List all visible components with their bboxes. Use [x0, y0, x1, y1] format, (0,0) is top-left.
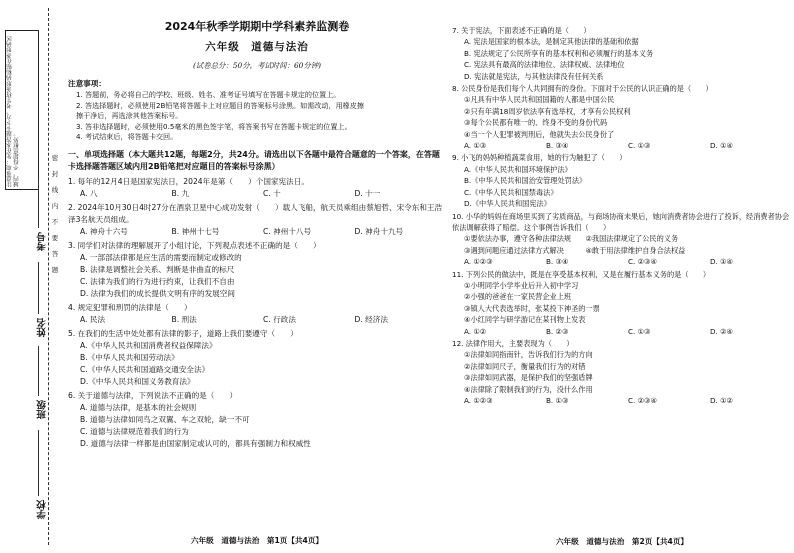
label-school: 学校 [37, 500, 48, 519]
page-footer: 六年级 道德与法治 第2页【共4页】 [555, 536, 689, 546]
option: C. 神州十八号 [263, 226, 312, 236]
statement: ④法律除了限制我们的行为，没什么作用 [464, 384, 593, 394]
option: A. 一部部法律都是应生活的需要而制定或修改的 [80, 252, 242, 262]
option: A.《中华人民共和国消费者权益保障法》 [80, 340, 217, 350]
option: D. 经济法 [354, 314, 388, 324]
statement: ②只有年满18周岁依法享有选举权，才享有公民权利 [464, 106, 631, 116]
question-stem: 5. 在我们的生活中处处都有法律的影子，道路上我们要遵守（ ） [68, 328, 298, 338]
statement: ①凡具有中华人民共和国国籍的人都是中国公民 [464, 95, 615, 105]
option: B. 道德与法律如同鸟之双翼、车之双轮，缺一不可 [80, 414, 250, 424]
option: D. ①④ [710, 141, 733, 151]
option: C. ②③④ [628, 257, 657, 267]
seal-char: 不 [51, 218, 59, 226]
statement: ③遇到问题应通过法律方式解决 ④敢于用法律维护自身合法权益 [464, 245, 686, 255]
question-stem: 9. 小飞的妈妈种植蔬菜食用，她的行为触犯了（ ） [452, 153, 627, 163]
option: D. 法律为我们的成长提供文明有序的发展空间 [80, 288, 235, 298]
question-1 [68, 176, 446, 200]
question-stem: 1. 每年的12月4日是国家宪法日，2024年是第（ ）个国家宪法日。 [68, 176, 309, 186]
underline-class [38, 346, 39, 396]
exam-subtitle: 六年级 道德与法治 [205, 41, 309, 53]
question-12 [452, 338, 792, 406]
statement: ①小明同学小学毕业后升入初中学习 [464, 280, 579, 290]
option: C.《中华人民共和国禁毒法》 [464, 187, 558, 197]
seal-char: 要 [51, 234, 59, 242]
option: C. ②③④ [628, 396, 657, 405]
option: D. ①④ [710, 257, 733, 267]
question-stem: 10. 小华的妈妈在商场里买到了劣质商品，与商场协商未果后，她向消费者协会进行了投诉，经消费者协会依法调解获得了赔偿。这个事例告诉我们（ ） [452, 211, 790, 232]
statement: ③镇人大代表选举时，张某投下神圣的一票 [464, 303, 600, 313]
option: D. 宪法就是宪法，与其他法律没有任何关系 [464, 71, 604, 81]
option: B.《中华人民共和国劳动法》 [80, 352, 179, 362]
question-stem: 8. 公民身份是我们每个人共同拥有的身份。下面对于公民的认识正确的是（ ） [452, 84, 713, 94]
option: D.《中华人民共和国义务教育法》 [80, 376, 195, 386]
option: A. ①②③ [464, 396, 493, 405]
underline-school [38, 430, 39, 496]
question-5 [68, 328, 446, 388]
option: B. 九 [171, 188, 190, 198]
option: C. 法律为我们的行为进行约束，让我们不自由 [80, 276, 235, 286]
option: C. 十 [263, 188, 281, 198]
option: D. 神舟十九号 [354, 226, 404, 236]
option: B. ①③ [546, 396, 569, 405]
option: B.《中华人民共和国治安管理处罚法》 [464, 176, 587, 186]
option: A. 八 [80, 188, 98, 198]
notice-text: 注意事项：先在本答题卡下方，考生将条形码粘贴在条形码区域内，不得超出框外。 [7, 35, 20, 187]
question-8 [452, 83, 792, 151]
question-10 [452, 211, 792, 268]
notes-heading: 注意事项： [68, 79, 106, 88]
option: C. 宪法具有最高的法律地位、法律权威、法律地位 [464, 60, 625, 70]
option: B. 神州十七号 [171, 226, 220, 236]
statement: ③每个公民都有唯一的、终身不变的身份代码 [464, 118, 608, 128]
option: B. 宪法规定了公民所享有的基本权利和必须履行的基本义务 [464, 48, 654, 58]
label-name: 姓名 [37, 318, 48, 337]
exam-title: 2024年秋季学期期中学科素养监测卷 [164, 20, 350, 33]
underline-id [38, 180, 39, 228]
statement: ①要依法办事，遵守各种法律法规 ②我国法律规定了公民的义务 [464, 234, 679, 244]
option: C. ①③ [628, 326, 651, 336]
binding-strip [0, 0, 62, 553]
option: C. 道德与法律规范着我们的行为 [80, 426, 189, 436]
statement: ③法律如同武器，是保护我们的坚强盾牌 [464, 373, 593, 383]
question-2 [68, 202, 446, 238]
option: A. ①②③ [464, 257, 493, 267]
question-stem: 7. 关于宪法，下面表述不正确的是（ ） [452, 26, 591, 35]
option: D. ①② [710, 396, 733, 405]
question-7 [452, 25, 792, 82]
statement: ④当一个人犯罪被判刑后，他就失去公民身份了 [464, 129, 615, 139]
question-stem: 12. 法律作用大，主要表现为（ ） [452, 338, 574, 348]
option: B. ③④ [546, 141, 569, 151]
option: D.《中华人民共和国宪法》 [464, 199, 551, 209]
seal-char: 答 [51, 250, 59, 258]
option: C. ①③ [628, 141, 651, 151]
option: A. ①② [464, 326, 487, 336]
seal-char: 密 [51, 154, 59, 162]
question-3 [68, 240, 446, 300]
page-footer: 六年级 道德与法治 第1页【共4页】 [190, 536, 324, 545]
option: B. 刑法 [171, 314, 197, 324]
question-stem: 11. 下列公民的做法中，既是在享受基本权利，又是在履行基本义务的是（ ） [452, 269, 711, 279]
option: A. 宪法是国家的根本法，是制定其他法律的基础和依据 [464, 37, 639, 47]
label-class: 班级 [37, 400, 48, 419]
statement: ②小强的爸爸在一家民营企业上班 [464, 292, 572, 302]
option: D. 十一 [354, 188, 381, 198]
seal-char: 线 [51, 186, 59, 194]
seal-char: 题 [51, 266, 59, 274]
option: A.《中华人民共和国环境保护法》 [464, 164, 572, 174]
option: B. ②③ [546, 326, 569, 336]
option: B. 法律是调整社会关系、判断是非曲直的标尺 [80, 264, 235, 274]
option: D. ②④ [710, 326, 733, 336]
question-stem: 2. 2024年10月30日4时27分在酒泉卫星中心成功发射（ ）载人飞船，航天员乘组由蔡旭哲、宋令东和王浩泽3名航天员组成。 [68, 202, 443, 224]
note-line: 2. 答选择题时，必须使用2B铅笔将答题卡上对应题目的答案标号涂黑。如需改动，用橡皮擦 [76, 100, 364, 110]
option: A. ①③ [464, 141, 487, 151]
option: B. ③④ [546, 257, 569, 267]
question-stem: 3. 同学们对法律的理解展开了小组讨论，下列观点表述不正确的是（ ） [68, 240, 321, 250]
note-line: 1. 答题前，务必将自己的学校、班级、姓名、准考证号填写在答题卡规定的位置上。 [76, 90, 341, 99]
option: C. 行政法 [263, 314, 296, 324]
option: A. 道德与法律，是基本的社会规则 [80, 402, 197, 412]
question-stem: 4. 规定犯罪和刑罚的法律是（ ） [68, 302, 192, 312]
note-line: 3. 答非选择题时，必须使用0.5毫米的黑色签字笔，将答案书写在答题卡规定的位置上。 [76, 121, 352, 131]
option: A. 民法 [80, 314, 106, 324]
notice-box [5, 30, 39, 190]
seal-char: 内 [51, 202, 59, 210]
note-line: 4. 考试结束后，将答题卡交回。 [76, 132, 178, 142]
question-6 [68, 390, 446, 450]
label-id: 考号 [37, 232, 48, 251]
statement: ①法律如同指南针，告诉我们行为的方向 [464, 350, 593, 360]
underline-name [38, 262, 39, 314]
option: C.《中华人民共和国道路交通安全法》 [80, 364, 210, 374]
page-2 [452, 0, 792, 553]
statement: ②法律如同尺子，衡量我们行为的对错 [464, 361, 586, 371]
note-line: 擦干净后，再选涂其他答案标号。 [76, 111, 183, 121]
seal-char: 封 [51, 170, 59, 178]
question-11 [452, 269, 792, 337]
question-9 [452, 152, 792, 209]
seal-chars [49, 150, 61, 278]
question-4 [68, 302, 446, 326]
option: D. 道德与法律一样都是由国家制定或认可的，都具有强制力和权威性 [80, 438, 311, 448]
page-1 [68, 0, 446, 553]
option: A. 神舟十六号 [80, 226, 128, 236]
section-title: 一、单项选择题（本大题共12题，每题2分，共24分。请选出以下各题中最符合题意的一个答案，在答题卡选择题答题区域内用2B铅笔把对应题目的答案标号涂黑） [68, 149, 440, 172]
question-stem: 6. 关于道德与法律，下列说法不正确的是（ ） [68, 390, 238, 400]
exam-info: (试卷总分：50分，考试时间：60分钟) [192, 61, 322, 70]
statement: ④小红同学与研学游记在某刊物上发表 [464, 315, 586, 325]
